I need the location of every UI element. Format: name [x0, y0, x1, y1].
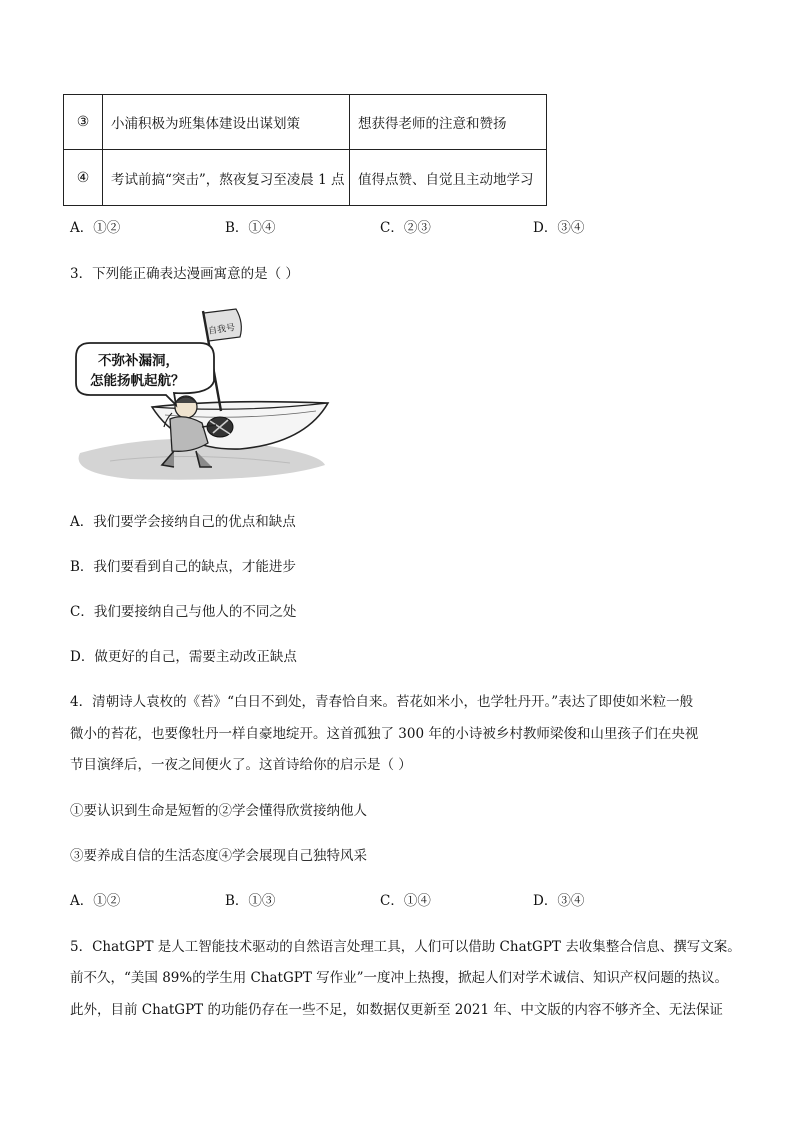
q4-choice-d: D．③④	[533, 893, 585, 909]
q5-stem-line-3: 此外，目前 ChatGPT 的功能仍存在一些不足，如数据仅更新至 2021 年、中文版的内容不够齐全、无法保证	[70, 1002, 723, 1018]
row-number: ④	[64, 150, 103, 206]
table-row	[64, 95, 547, 150]
q2-choice-c: C．②③	[380, 220, 431, 236]
row-evaluation: 值得点赞、自觉且主动地学习	[350, 150, 547, 206]
row-action: 小浦积极为班集体建设出谋划策	[103, 95, 350, 150]
q3-option-c: C．我们要接纳自己与他人的不同之处	[70, 604, 297, 620]
q2-choice-a: A．①②	[70, 220, 121, 236]
speech-line-2: 怎能扬帆起航？	[90, 373, 185, 389]
q3-stem: 3．下列能正确表达漫画寓意的是（ ）	[70, 266, 299, 282]
q4-stem-line-1: 4．清朝诗人袁枚的《苔》“白日不到处，青春恰自来。苔花如米小，也学牡丹开。”表达了即使如米粒一般	[70, 694, 694, 710]
q4-choice-c: C．①④	[380, 893, 431, 909]
q4-choice-b: B．①③	[225, 893, 276, 909]
q4-statement-1: ①要认识到生命是短暂的②学会懂得欣赏接纳他人	[70, 803, 367, 819]
q3-option-a: A．我们要学会接纳自己的优点和缺点	[70, 514, 296, 530]
q5-stem-line-2: 前不久，“美国 89%的学生用 ChatGPT 写作业”一度冲上热搜，掀起人们对学术诚信、知识产权问题的热议。	[70, 970, 729, 986]
q2-choice-d: D．③④	[533, 220, 585, 236]
row-number: ③	[64, 95, 103, 150]
q4-stem-line-3: 节目演绎后，一夜之间便火了。这首诗给你的启示是（ ）	[70, 757, 412, 773]
q3-option-d: D．做更好的自己，需要主动改正缺点	[70, 649, 297, 665]
q5-stem-line-1: 5．ChatGPT 是人工智能技术驱动的自然语言处理工具，人们可以借助 ChatGPT 去收集整合信息、撰写文案。	[70, 939, 741, 955]
q4-statement-2: ③要养成自信的生活态度④学会展现自己独特风采	[70, 848, 367, 864]
q4-choice-a: A．①②	[70, 893, 121, 909]
q3-option-b: B．我们要看到自己的缺点，才能进步	[70, 559, 296, 575]
cartoon-boat-illustration	[70, 303, 332, 485]
q4-stem-line-2: 微小的苔花，也要像牡丹一样自豪地绽开。这首孤独了 300 年的小诗被乡村教师梁俊和山里孩子们在央视	[70, 726, 699, 742]
speech-line-1: 不弥补漏洞，	[98, 353, 179, 369]
row-action: 考试前搞“突击”，熬夜复习至凌晨 1 点	[103, 150, 350, 206]
q2-choice-b: B．①④	[225, 220, 276, 236]
flag-text: 自我号	[207, 323, 236, 337]
options-table	[63, 94, 547, 206]
row-evaluation: 想获得老师的注意和赞扬	[350, 95, 547, 150]
table-row	[64, 150, 547, 206]
